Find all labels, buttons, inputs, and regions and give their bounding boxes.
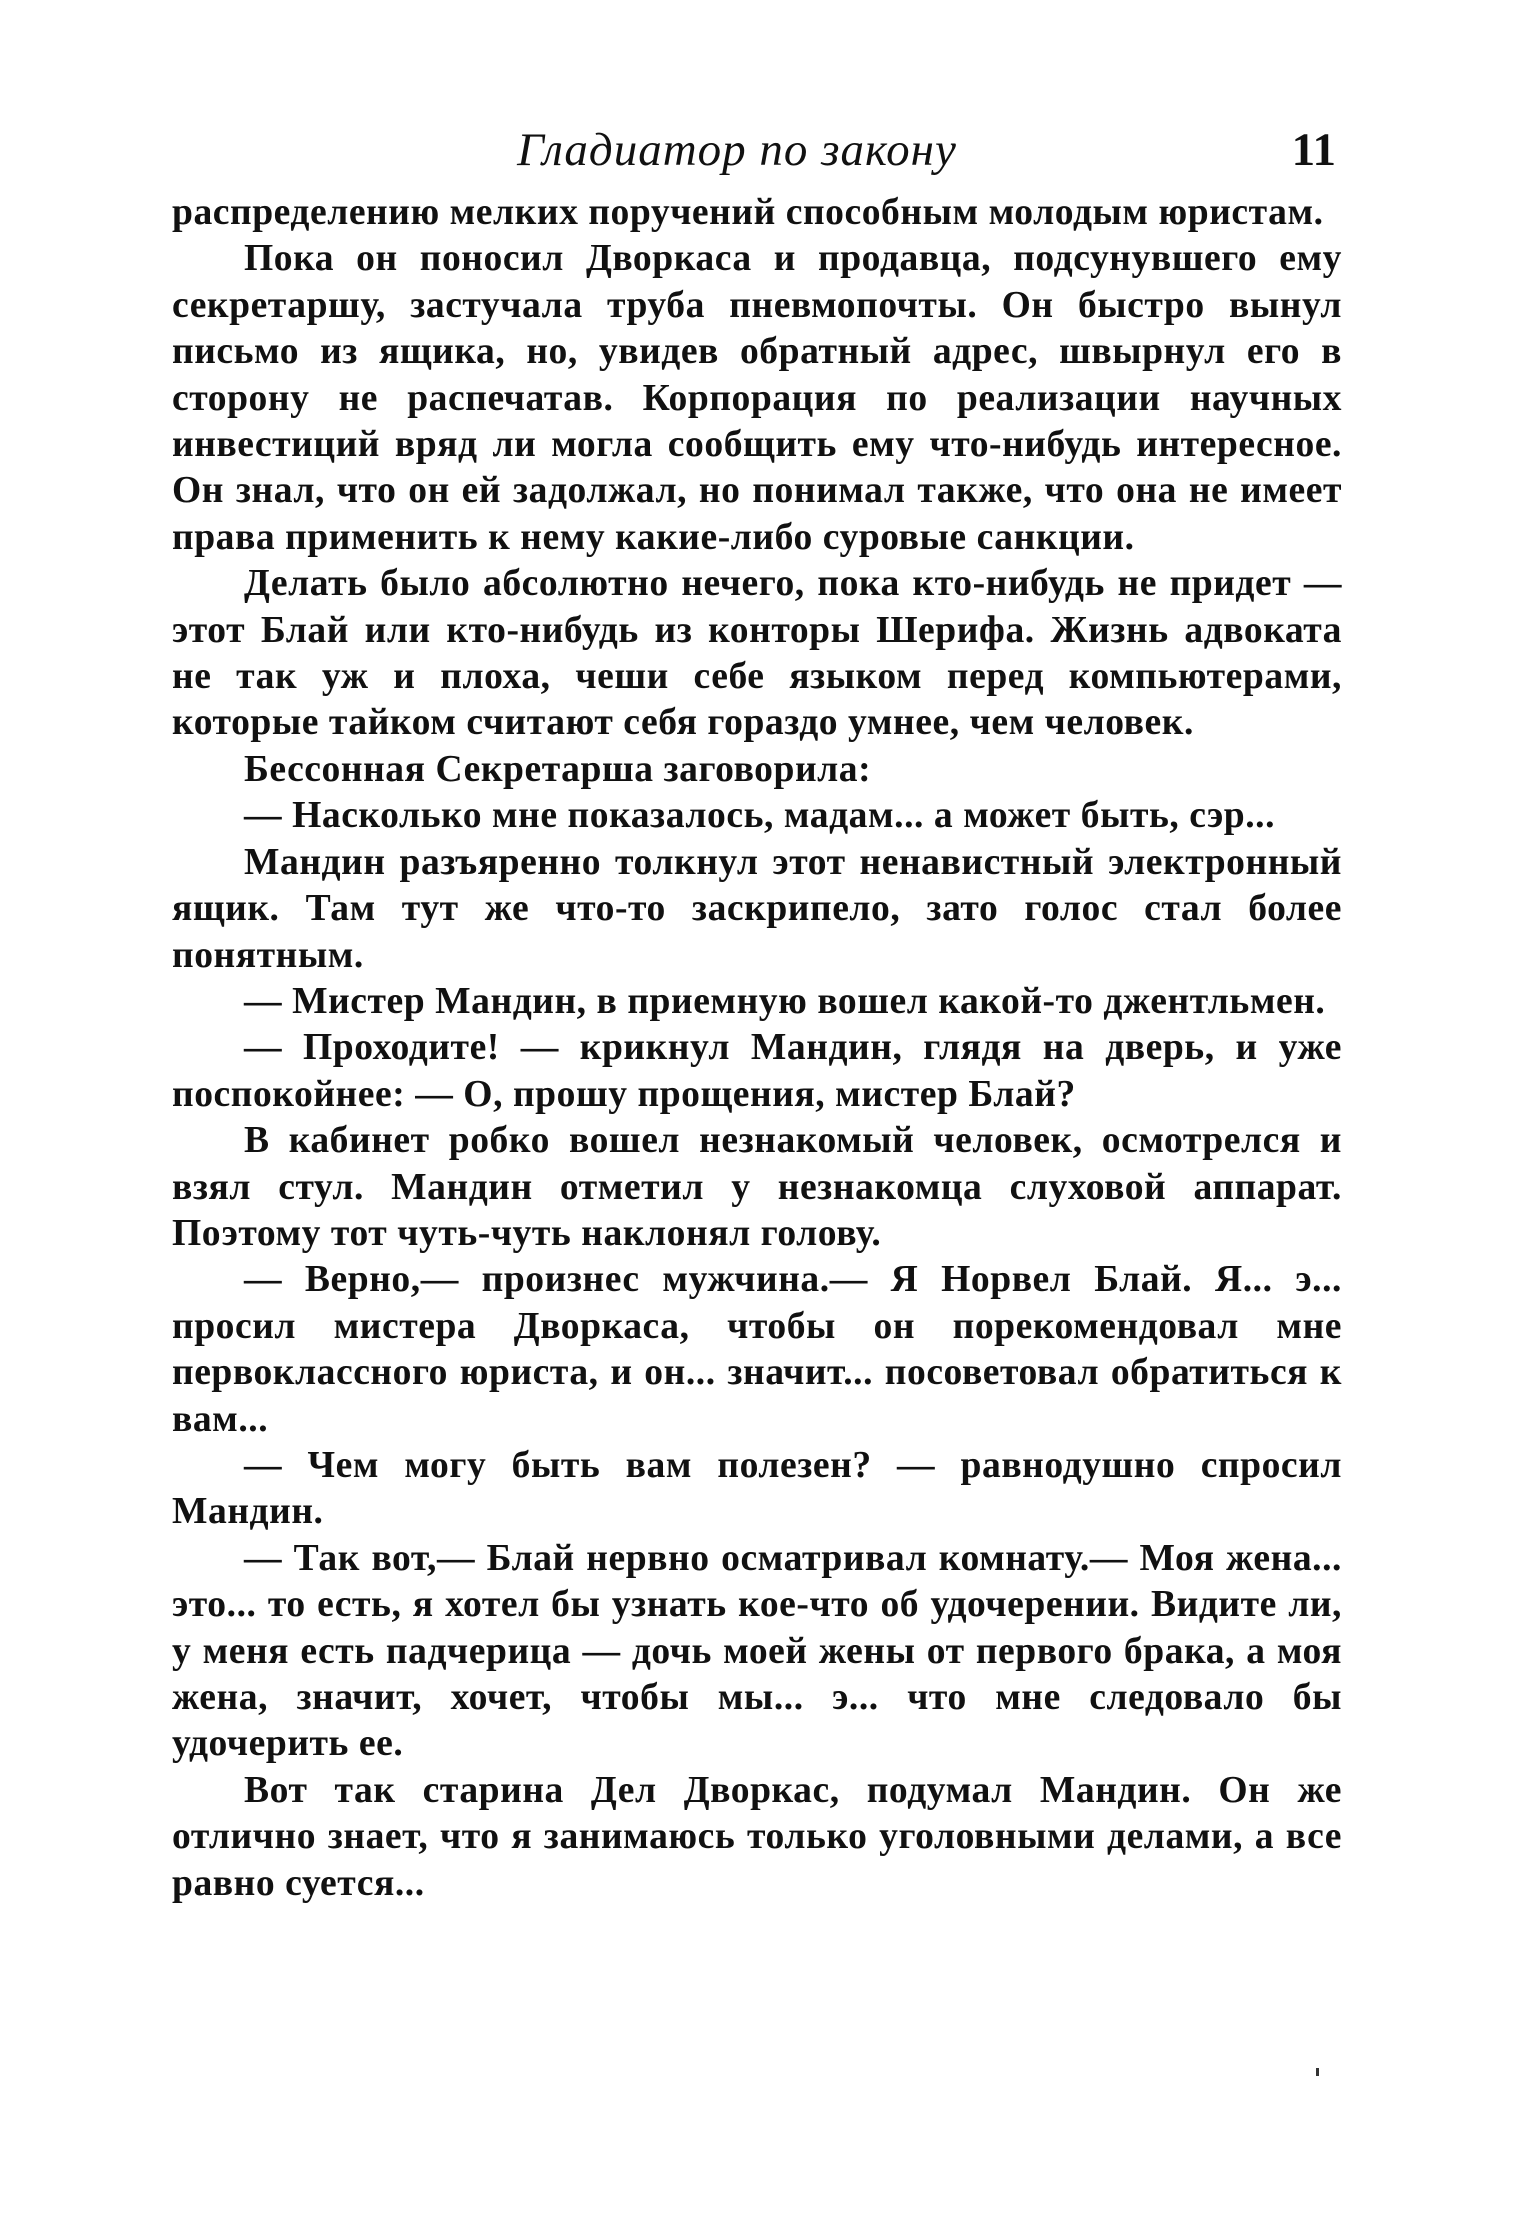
page-header: [172, 120, 1342, 190]
body-text: [172, 190, 1342, 1907]
book-page: [172, 120, 1342, 1907]
paragraph-9: В кабинет робко вошел незнакомый человек, осмотрелся и взял стул. Мандин отметил у незнакомца слуховой аппарат. Поэтому тот чуть-чуть наклонял голову.: [172, 1120, 1342, 1254]
paragraph-6: Мандин разъяренно толкнул этот ненавистный электронный ящик. Там тут же что-то заскрипело, зато голос стал более понятным.: [172, 841, 1342, 976]
paragraph-13: Вот так старина Дел Дворкас, подумал Мандин. Он же отлично знает, что я занимаюсь только уголовными делами, а все равно суется...: [172, 1769, 1342, 1904]
print-speck: [1316, 2068, 1319, 2076]
paragraph-10: — Верно,— произнес мужчина.— Я Норвел Блай. Я... э... просил мистера Дворкаса, чтобы он порекомендовал мне первоклассного юриста, и он... значит... посоветовал обратиться к вам...: [172, 1259, 1342, 1440]
paragraph-3: Делать было абсолютно нечего, пока кто-нибудь не придет — этот Блай или кто-нибудь из конторы Шерифа. Жизнь адвоката не так уж и плоха, чеши себе языком перед компьютерами, которые тайком считают себя гораздо умнее, чем человек.: [172, 563, 1342, 744]
page-number: 11: [1291, 124, 1336, 176]
paragraph-1: распределению мелких поручений способным молодым юристам.: [172, 192, 1324, 233]
paragraph-7: — Мистер Мандин, в приемную вошел какой-то джентльмен.: [244, 980, 1326, 1022]
paragraph-4: Бессонная Секретарша заговорила:: [244, 748, 872, 790]
paragraph-2: Пока он поносил Дворкаса и продавца, подсунувшего ему секретаршу, застучала труба пневмопочты. Он быстро вынул письмо из ящика, но, увидев обратный адрес, швырнул его в сторону не распечатав. Корпорация по реализации научных инвестиций вряд ли могла сообщить ему что-нибудь интересное. Он знал, что он ей задолжал, но понимал также, что она не имеет права применить к нему какие-либо суровые санкции.: [172, 238, 1342, 558]
paragraph-5: — Насколько мне показалось, мадам... а может быть, сэр...: [244, 795, 1276, 837]
paragraph-11: — Чем могу быть вам полезен? — равнодушно спросил Мандин.: [172, 1444, 1342, 1533]
paragraph-8: — Проходите! — крикнул Мандин, глядя на дверь, и уже поспокойнее: — О, прошу прощения, мистер Блай?: [172, 1027, 1342, 1115]
paragraph-12: — Так вот,— Блай нервно осматривал комнату.— Моя жена... это... то есть, я хотел бы узнать кое-что об удочерении. Видите ли, у меня есть падчерица — дочь моей жены от первого брака, а моя жена, значит, хочет, чтобы мы... э... что мне следовало бы удочерить ее.: [172, 1537, 1342, 1765]
running-title: Гладиатор по закону: [517, 124, 957, 176]
